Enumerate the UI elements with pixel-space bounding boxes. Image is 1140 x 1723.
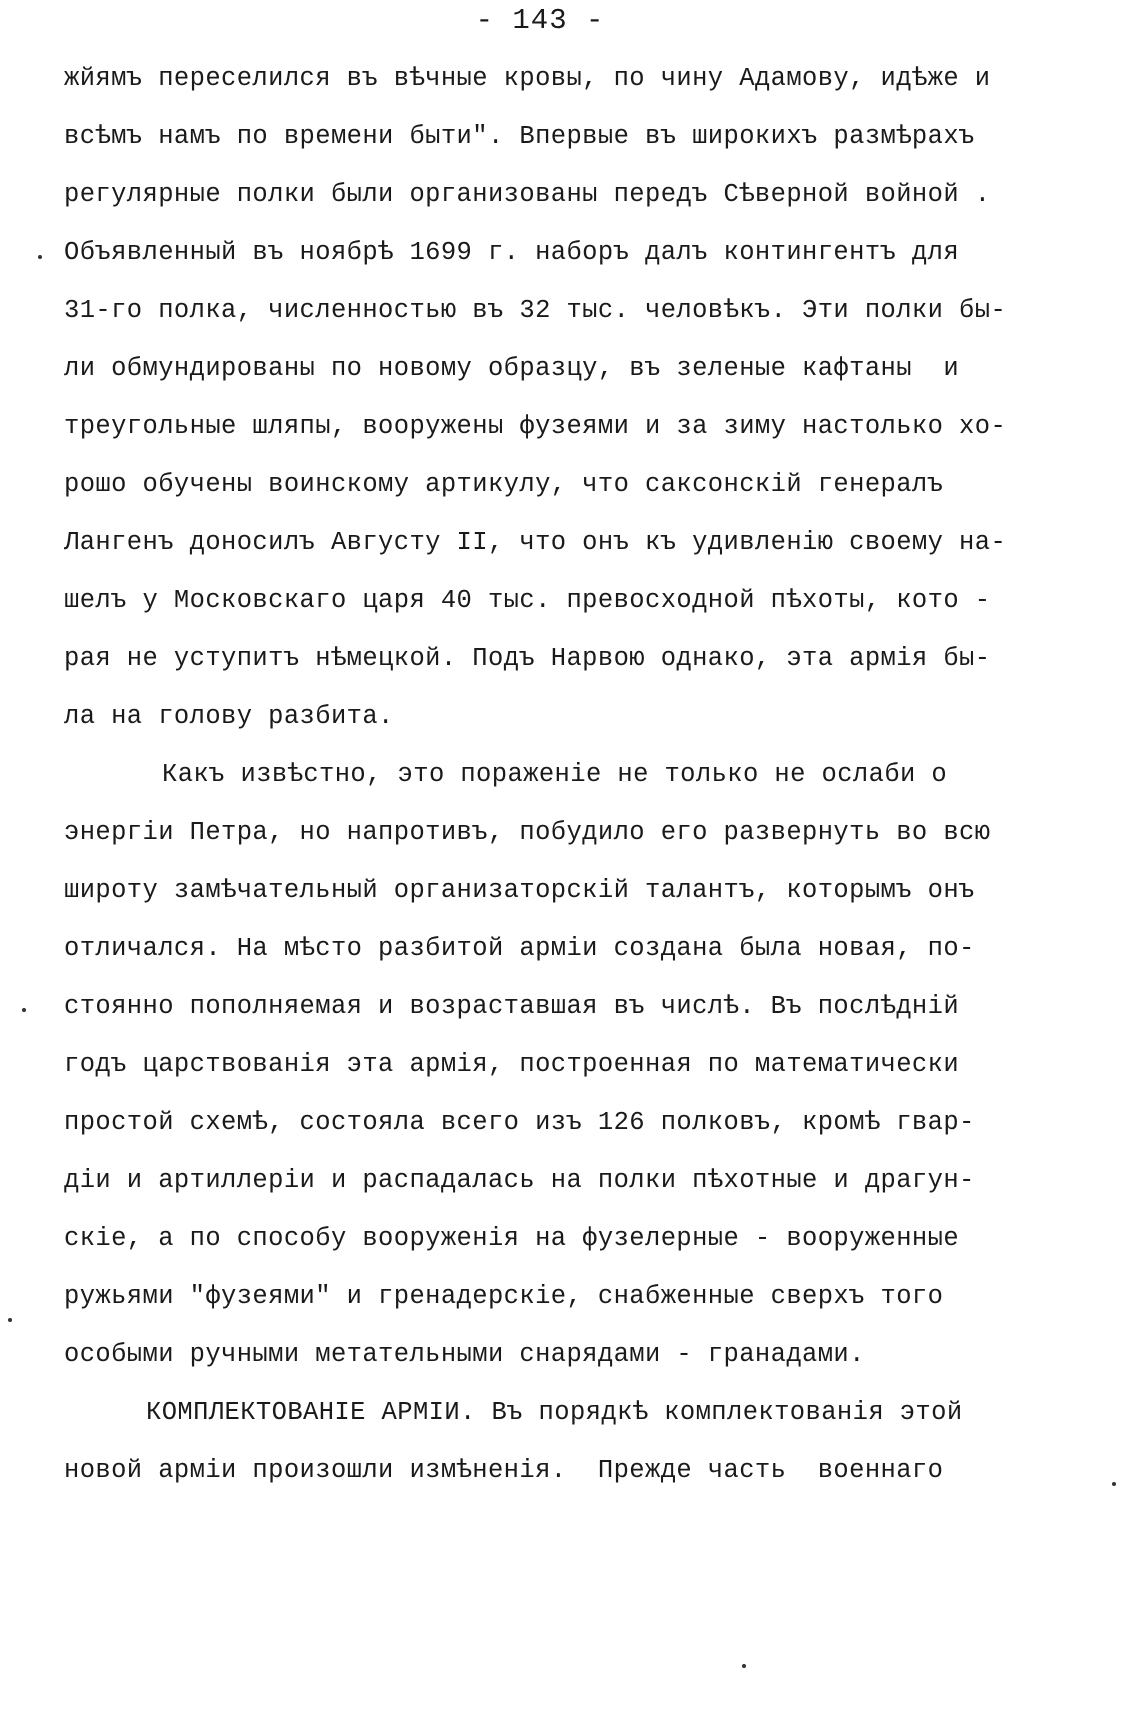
text-line: ла на голову разбита. xyxy=(64,702,394,731)
page-number: - 143 - xyxy=(475,4,605,37)
text-line: КОМПЛЕКТОВАНІЕ АРМІИ. Въ порядкѣ комплектованія этой xyxy=(146,1398,963,1427)
text-line: простой схемѣ, состояла всего изъ 126 полковъ, кромѣ гвар- xyxy=(64,1108,975,1137)
text-line: отличался. На мѣсто разбитой арміи создана была новая, по- xyxy=(64,934,975,963)
text-line: Какъ извѣстно, это пораженіе не только не ослаби о xyxy=(162,760,948,789)
scan-speck xyxy=(22,1008,26,1012)
text-line: широту замѣчательный организаторскій талантъ, которымъ онъ xyxy=(64,876,975,905)
scan-speck xyxy=(1112,1482,1116,1486)
text-line: новой арміи произошли измѣненія. Прежде часть военнаго xyxy=(64,1456,944,1485)
scan-speck xyxy=(8,1318,12,1322)
text-line: діи и артиллеріи и распадалась на полки пѣхотные и драгун- xyxy=(64,1166,975,1195)
text-line: рошо обучены воинскому артикулу, что саксонскій генералъ xyxy=(64,470,944,499)
text-line: годъ царствованія эта армія, построенная по математически xyxy=(64,1050,960,1079)
text-line: ружьями "фузеями" и гренадерскіе, снабженные сверхъ того xyxy=(64,1282,944,1311)
text-line: шелъ у Московскаго царя 40 тыс. превосходной пѣхоты, кото - xyxy=(64,586,991,615)
text-line: треугольные шляпы, вооружены фузеями и за зиму настолько хо- xyxy=(64,412,1007,441)
text-line: 31-го полка, численностью въ 32 тыс. человѣкъ. Эти полки бы- xyxy=(64,296,1007,325)
text-line: рая не уступитъ нѣмецкой. Подъ Нарвою однако, эта армія бы- xyxy=(64,644,991,673)
text-line: скіе, а по способу вооруженія на фузелерные - вооруженные xyxy=(64,1224,960,1253)
text-line: жйямъ переселился въ вѣчные кровы, по чину Адамову, идѣже и xyxy=(64,64,991,93)
text-line: Объявленный въ ноябрѣ 1699 г. наборъ далъ контингентъ для xyxy=(64,238,960,267)
text-line: всѣмъ намъ по времени быти". Впервые въ широкихъ размѣрахъ xyxy=(64,122,975,151)
text-line: регулярные полки были организованы передъ Сѣверной войной . xyxy=(64,180,991,209)
text-line: энергіи Петра, но напротивъ, побудило его развернуть во всю xyxy=(64,818,991,847)
scan-speck xyxy=(742,1664,746,1668)
text-line: стоянно пополняемая и возраставшая въ числѣ. Въ послѣдній xyxy=(64,992,960,1021)
text-line: ли обмундированы по новому образцу, въ зеленые кафтаны и xyxy=(64,354,960,383)
text-line: особыми ручными метательными снарядами - гранадами. xyxy=(64,1340,865,1369)
scan-speck xyxy=(38,255,42,259)
text-line: Лангенъ доносилъ Августу II, что онъ къ удивленію своему на- xyxy=(64,528,1007,557)
